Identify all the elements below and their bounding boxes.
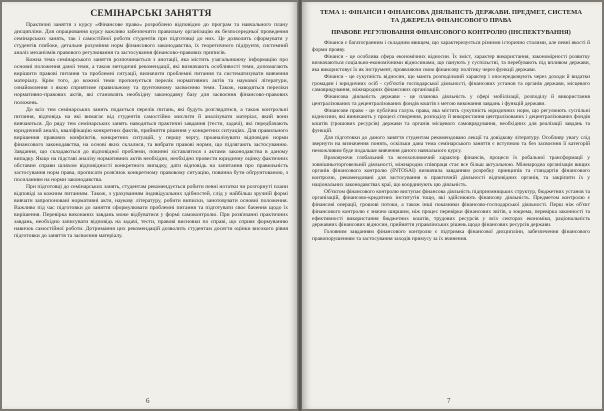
section-subtitle: ПРАВОВЕ РЕГУЛЮВАННЯ ФІНАНСОВОГО КОНТРОЛЮ (ІНСПЕКТУВАННЯ) bbox=[331, 29, 571, 36]
paragraph: Фінанси є багатогранним і складним явищем, що характеризується різними історично сталими, але певні якості й форми прояву. bbox=[312, 40, 590, 53]
paragraph: До всіх тем семінарських занять подається перелік питань, які будуть розглядатися, а також контрольні питання, відповідь на які вимагає від студентів самостійно мислити й аналізувати матеріал, який вони вивчаються. До ряду тем семінарських занять наводяться практичні завдання (тести, задачі), які передбачають юридичний аналіз, кваліфікацію конкретних фактів, прийняття рішення у конкретних ситуаціях. Для правильного вирішення правових конфліктів, конкретних ситуацій, у першу чергу, проаналізувати відповідні норми фінансового законодавства, на основі яких склалися, та вибрати правові норми, що підлягають застосуванню. Завдання, що складаються до відповідної проблеми, повинні зіставлятися з актами законодавства в даному випадку. Якщо на підставі аналізу нормативних актів необхідно, необхідно провести юридичну оцінку фактичних обставин справи шляхом відповідності конкретного випадку, дати відповідь на запитання про правильність застосування норм права, прописати розв'язок конкретному правовому ситуацію, повинна бути обґрунтованою, з посиланням на норми законодавства. bbox=[14, 106, 288, 184]
paragraph: Практичні заняття з курсу «Фінансове право» розроблено відповідно до програм та навчального плану дисципліни. Для опрацювання курсу важливо забезпечити правильну організацію як безпосередньої проведення семінарських занять, так і самостійної роботи студентів при підготовці до них. Це дозволить сформувати у студентів глибоке, детальне розуміння норм фінансового законодавства, їх теоретичного підґрунтя, системний аналіз механізмів правового регулювання та застосування фінансово-правових приписів. bbox=[14, 22, 288, 57]
paragraph: Головним завданням фінансового контролю є підтримка фінансової дисципліни, забезпечення фінансового правопорушенням та застосування заходів примусу за їх вчинення. bbox=[312, 229, 590, 242]
paragraph: При підготовці до семінарських занять, студентам рекомендується робити певні нотатки чи розгорнуті плани відповіді за кожним питанням. Також, з урахуванням індивідуальних здібностей, слід у найбільш зручній формі вивчати запропоновані нормативні акти, наукову літературу, робити виписки, занотовувати основні положення. Важливо під час підготовки до заняття сформулювати проблемні питання та підготувати своє бачення щодо їх вирішення. Перевірка виконаних завдань може відбуватися у формі самоконтролю. При розв'язанні практичних завдань, необхідно записувати відповідь на задачі, тести, правові висновки по справі, що сприяє формуванню навичок самостійної роботи. Дотримання цих рекомендацій дозволить студентам досягти оцінки високого рівня підготовки до заняття та засвоєння матеріалу. bbox=[14, 184, 288, 240]
paragraph: Кожна тема семінарського заняття розпочинається з анотації, яка містить узагальнюючу інформацію про основні положення даної теми, а також методичні рекомендації, які визначають особливості теми, допомагають вирішити правові питання та проблемні ситуації, визначити проблемні питання та систематизувати вивчення матеріалу. Крім того, до кожної теми пропонується перелік нормативних актів та наукової літератури, ознайомлення з якою сприятиме правильному та ґрунтовному засвоєнню теми. Також, наводяться переліки нормативно-правових актів, які становлять необхідну законодавчу базу для засвоєння фінансово-правових положень. bbox=[14, 57, 288, 106]
page-number: 7 bbox=[447, 397, 451, 405]
page-title: СЕМІНАРСЬКІ ЗАНЯТТЯ bbox=[90, 9, 212, 19]
page-number: 6 bbox=[146, 397, 150, 405]
topic-title: ТЕМА 1: ФІНАНСИ І ФІНАНСОВА ДІЯЛЬНІСТЬ ДЕРЖАВИ. ПРЕДМЕТ, СИСТЕМА ТА ДЖЕРЕЛА ФІНАНСОВОГО ПРАВА bbox=[319, 9, 583, 24]
paragraph: Фінанси - це особлива сфера економічних відносин. Їх зміст, характер використання, закономірності розвитку визначаються соціально-економічними відносинами, що панують у суспільстві, та перебувають під впливом держави, яка використовує їх як інструмент, проявляючи свою фінансову політику через функції держави. bbox=[312, 53, 590, 73]
paragraph: Фінанси - це сукупність відносин, що мають розподільчий характер і опосередковують через доходи й видатки громадян і юридичних осіб - суб'єктів господарської діяльності, фінансових установ та органів держави, місцевого самоврядування, міжнародних фінансових організацій. bbox=[312, 73, 590, 94]
paragraph: Враховуючи глобальний та всеохоплюючий характер фінансів, процеси їх poбальної трансформації у зовнішньоторговельній діяльності, міжнародна співпраця стає все більш актуальною. Міжнародна організація вищих органів фінансового контролю (INTOSAI) визначила завданням розробку принципів та стандартів фінансового контролю, рекомендовані для застосування в практичній діяльності відповідних органів, та закріпити їх у національних законодавствах краї, що координують цю діяльність. bbox=[312, 154, 590, 188]
paragraph: Фінансова діяльність держави - це планова діяльність у сфері мобілізації, розподілу й використання централізованих та децентралізованих фондів коштів з метою виконання завдань і функцій держави. bbox=[312, 94, 590, 107]
paragraph: Фінансове право - це публічна галузь права, яка містить сукупність юридичних норм, що регулюють суспільні відносини, які виникають у процесі створення, розподілу й використання централізованих і децентралізованих фондів коштів (грошових ресурсів) держави та органів місцевого самоврядування, необхідних для реалізації завдань та функцій. bbox=[312, 107, 590, 134]
paragraph: Об'єктом фінансового контролю виступає фінансова діяльність підприємницьких структур, бюджетних установ та організацій, фінансово-кредитних інститутів тощо, які здійснюють фінансову діяльність. Предметом контролю є фінансові операції, грошові потоки, а також інші показники фінансово-господарської діяльності. Перш ніж об'єкт фінансового контролю є значно ширшим, ніж процес перевірки фінансових звітів, а зокрема, перевірка законності та ефективності використання бюджетних коштів, трудових ресурсів у всіх секторах економіки, раціональність державних фінансових відносин, прийняття управлінських рішень щодо фінансових ресурсів держави. bbox=[312, 188, 590, 229]
right-page bbox=[302, 2, 602, 409]
left-page bbox=[2, 2, 298, 409]
paragraph: Для підготовки до даного заняття студентам рекомендовано лекції та довідкову літературу. Особливу увагу слід звернути на визначення понять, оскільки дана тема семінарського заняття є вступною та без засвоєння її категорій неможливим буде подальше вивчення даного навчального курсу. bbox=[312, 134, 590, 154]
